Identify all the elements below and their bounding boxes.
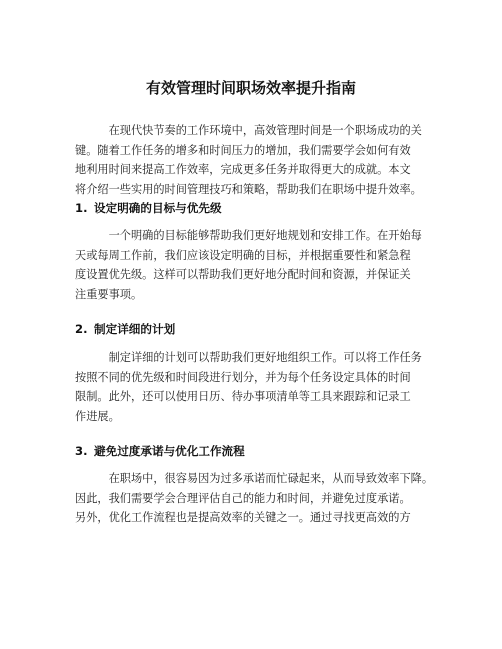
intro-line: 将介绍一些实用的时间管理技巧和策略，帮助我们在职场中提升效率。 [75,182,422,196]
intro-line: 在现代快节奏的工作环境中，高效管理时间是一个职场成功的关 [75,124,422,137]
paragraph-line: 作进展。 [75,409,120,423]
paragraph-line: 另外，优化工作流程也是提高效率的关键之一。通过寻找更高效的方 [75,511,411,524]
section-title: 制定详细的计划 [94,322,176,336]
section-2-paragraph [75,348,422,426]
section-number: 3. [75,444,88,458]
section-1-heading [75,200,222,216]
section-number: 1. [75,201,88,215]
intro-line: 键。随着工作任务的增多和时间压力的增加，我们需要学会如何有效 [75,143,411,157]
paragraph-line: 一个明确的目标能够帮助我们更好地规划和安排工作。在开始每 [75,229,422,242]
paragraph-line: 天或每周工作前，我们应该设定明确的目标，并根据重要性和紧急程 [75,248,411,262]
section-title: 设定明确的目标与优先级 [94,201,222,215]
paragraph-line: 按照不同的优先级和时间段进行划分，并为每个任务设定具体的时间 [75,370,411,384]
paragraph-line: 度设置优先级。这样可以帮助我们更好地分配时间和资源，并保证关 [75,268,411,281]
section-2-heading [75,321,175,337]
section-1-paragraph [75,226,422,304]
section-number: 2. [75,322,88,336]
paragraph-line: 限制。此外，还可以使用日历、待办事项清单等工具来跟踪和记录工 [75,390,411,403]
paragraph-line: 制定详细的计划可以帮助我们更好地组织工作。可以将工作任务 [75,351,422,364]
intro-line: 地利用时间来提高工作效率，完成更多任务并取得更大的成就。本文 [75,163,411,176]
paragraph-line: 因此，我们需要学会合理评估自己的能力和时间，并避免过度承诺。 [75,491,411,505]
section-title: 避免过度承诺与优化工作流程 [94,444,245,458]
paragraph-line: 在职场中，很容易因为过多承诺而忙碌起来，从而导致效率下降。 [75,472,434,485]
document-title: 有效管理时间职场效率提升指南 [145,79,356,97]
paragraph-line: 注重要事项。 [75,287,143,301]
section-3-paragraph [75,469,433,528]
section-3-heading [75,443,245,459]
intro-paragraph [75,121,422,199]
